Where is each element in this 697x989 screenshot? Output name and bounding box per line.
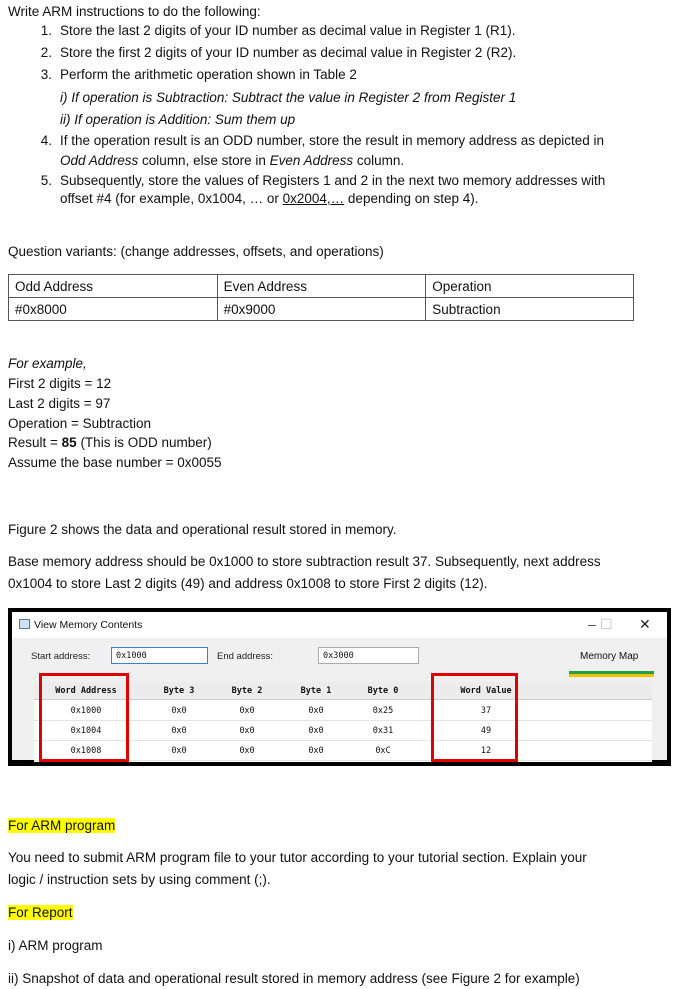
example-operation: Operation = Subtraction [8,416,151,431]
col-byte-3: Byte 3 [163,686,195,696]
cell-byte-3: 0x0 [171,726,187,736]
step-number: 5. [40,173,52,188]
close-icon[interactable]: ✕ [639,616,651,632]
step-text: If the operation result is an ODD number, store the result in memory address as depicted in [60,133,605,148]
step-text-line2 [60,191,479,206]
report-heading-text: For Report [8,905,73,920]
cell-odd-address: #0x8000 [9,298,218,321]
header-operation: Operation [426,275,634,298]
cell-byte-0: 0x25 [372,706,394,716]
report-heading [8,905,73,920]
cell-byte-1: 0x0 [308,746,324,756]
word-value-highlight [431,673,518,762]
cell-byte-3: 0x0 [171,746,187,756]
step-text: Store the last 2 digits of your ID number as decimal value in Register 1 (R1). [60,23,516,38]
cell-byte-2: 0x0 [239,706,255,716]
step-number: 3. [40,67,52,82]
memory-map-tab[interactable]: Memory Map [580,651,639,662]
result-label: Result = [8,435,62,450]
start-address-input[interactable]: 0x1000 [111,647,208,664]
col-byte-2: Byte 2 [231,686,263,696]
step-text-end: column. [353,153,405,168]
step-text: Subsequently, store the values of Registers 1 and 2 in the next two memory addresses with [60,173,606,188]
report-item-2: ii) Snapshot of data and operational result stored in memory address (see Figure 2 for example) [8,971,580,986]
variants-heading: Question variants: (change addresses, offsets, and operations) [8,244,384,259]
sub-step-ii: ii) If operation is Addition: Sum them up [60,112,296,127]
odd-address-ref: Odd Address [60,153,139,168]
start-address-label: Start address: [31,651,91,662]
cell-byte-0: 0xC [375,746,391,756]
intro-text: Write ARM instructions to do the following: [8,4,261,19]
cell-even-address: #0x9000 [217,298,426,321]
step-number: 2. [40,45,52,60]
col-word-address: Word Address [55,686,117,696]
cell-operation: Subtraction [426,298,634,321]
cell-word-value: 12 [480,746,492,756]
cell-byte-0: 0x31 [372,726,394,736]
cell-word-address: 0x1004 [70,726,102,736]
window-titlebar [12,612,667,638]
figure-caption-text: Figure 2 shows the data and operational result stored in memory. [8,522,397,537]
memory-map-yellow-bar [569,674,654,677]
arm-text-2: logic / instruction sets by using comment (;). [8,872,271,887]
step-text-line2 [60,153,404,168]
cell-byte-1: 0x0 [308,706,324,716]
example-last-digits: Last 2 digits = 97 [8,396,111,411]
step-5 [8,173,688,213]
header-odd-address: Odd Address [9,275,218,298]
col-word-value: Word Value [460,686,512,696]
cell-byte-2: 0x0 [239,726,255,736]
cell-word-address: 0x1000 [70,706,102,716]
cell-word-value: 37 [480,706,492,716]
base-address-text-2: 0x1004 to store Last 2 digits (49) and address 0x1008 to store First 2 digits (12). [8,576,488,591]
step-text: Perform the arithmetic operation shown in Table 2 [60,67,357,82]
step-text-end: depending on step 4). [344,191,479,206]
cell-byte-1: 0x0 [308,726,324,736]
col-byte-1: Byte 1 [300,686,332,696]
step-4 [8,133,688,173]
window-title: View Memory Contents [34,619,143,631]
step-number: 1. [40,23,52,38]
example-title: For example, [8,356,87,371]
step-text-mid: column, else store in [138,153,270,168]
word-address-highlight [39,673,129,762]
minimize-icon[interactable]: – [588,616,596,632]
step-number: 4. [40,133,52,148]
cell-byte-3: 0x0 [171,706,187,716]
table-header-row [9,275,634,298]
col-byte-0: Byte 0 [367,686,399,696]
result-note: (This is ODD number) [76,435,212,450]
arm-heading [8,818,115,833]
end-address-label: End address: [217,651,273,662]
table-row [9,298,634,321]
variants-table [8,274,634,321]
base-address-text-1: Base memory address should be 0x1000 to store subtraction result 37. Subsequently, next address [8,554,601,569]
step-text-pre: offset #4 (for example, 0x1004, … or [60,191,283,206]
cell-word-address: 0x1008 [70,746,102,756]
even-address-ref: Even Address [269,153,354,168]
arm-heading-text: For ARM program [8,818,116,833]
sub-step-i: i) If operation is Subtraction: Subtract the value in Register 2 from Register 1 [60,90,517,105]
header-even-address: Even Address [217,275,426,298]
example-result [8,435,212,450]
example-first-digits: First 2 digits = 12 [8,376,112,391]
report-item-1: i) ARM program [8,938,103,953]
address-example: 0x2004,… [282,191,345,206]
result-value: 85 [61,435,77,450]
maximize-icon[interactable]: ☐ [600,616,613,632]
step-text: Store the first 2 digits of your ID number as decimal value in Register 2 (R2). [60,45,517,60]
example-base: Assume the base number = 0x0055 [8,455,222,470]
window-app-icon [19,619,30,629]
arm-text-1: You need to submit ARM program file to your tutor according to your tutorial section. Explain your [8,850,587,865]
memory-window [8,608,671,766]
cell-word-value: 49 [480,726,492,736]
end-address-input[interactable]: 0x3000 [318,647,419,664]
cell-byte-2: 0x0 [239,746,255,756]
